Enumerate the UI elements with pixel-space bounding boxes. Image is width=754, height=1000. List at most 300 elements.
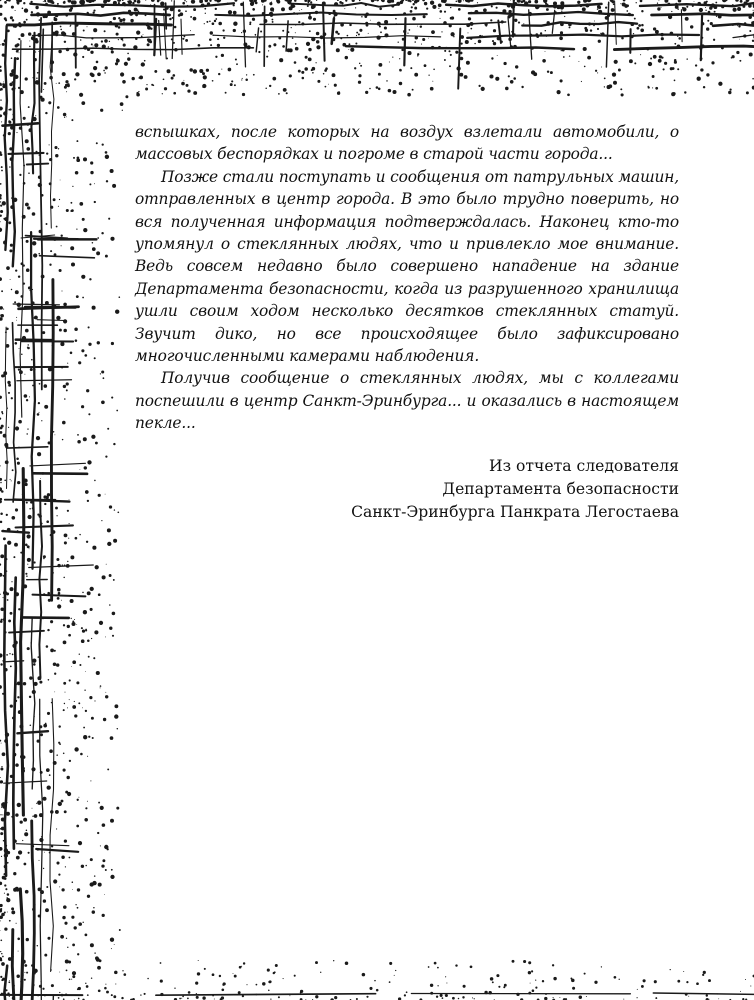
paragraph-2: Позже стали поступать и сообщения от патрульных машин, отправленных в центр города. В это было трудно поверить, но вся полученная информация подтверждалась. Наконец кто-то упомянул о стеклянных людях, что и привлекло мое внимание. Ведь совсем недавно было совершено нападение на здание Департамента безопасности, когда из разрушенного хранилища ушли своим ходом несколько десятков стеклянных статуй. Звучит дико, но все происходящее было зафиксировано многочисленными камерами наблюдения. [135,167,679,366]
ink-speck [452,997,455,1000]
ink-speck [348,43,350,45]
left-border-texture [0,0,140,1000]
ink-speck [587,0,591,2]
ink-speck [623,999,624,1000]
ink-speck [604,78,606,80]
ink-speck [674,59,677,62]
ink-speck [289,74,292,77]
ink-speck [11,516,15,520]
ink-speck [110,736,114,740]
ink-speck [678,0,682,2]
ink-stroke [9,153,44,154]
ink-speck [299,10,300,11]
ink-speck [27,534,31,538]
ink-stroke [467,35,699,38]
ink-speck [17,303,21,307]
ink-speck [140,994,141,995]
ink-speck [445,976,446,977]
ink-speck [94,183,95,184]
ink-speck [36,803,37,804]
ink-speck [749,53,753,57]
ink-speck [91,717,94,720]
ink-speck [27,428,28,429]
ink-stroke [22,617,68,618]
ink-speck [20,820,23,823]
ink-speck [95,442,98,445]
ink-speck [57,106,60,109]
ink-speck [160,2,164,6]
ink-speck [29,40,30,41]
ink-speck [16,317,17,318]
ink-speck [619,979,620,980]
ink-speck [111,869,113,871]
ink-speck [295,43,297,45]
ink-speck [54,434,55,435]
ink-stroke [20,889,23,1000]
ink-speck [105,455,107,457]
ink-speck [82,218,85,221]
ink-speck [209,21,211,23]
ink-speck [49,749,53,753]
ink-speck [71,262,75,266]
ink-speck [97,832,99,834]
ink-speck [338,91,340,93]
ink-speck [87,801,88,802]
ink-speck [256,984,258,986]
ink-speck [122,110,123,111]
ink-speck [97,959,99,961]
ink-stroke [156,994,376,996]
ink-speck [8,384,11,387]
ink-speck [652,75,655,78]
ink-speck [670,969,671,970]
ink-speck [74,619,75,620]
ink-speck [136,30,140,34]
ink-speck [66,116,67,117]
ink-speck [337,33,339,35]
ink-speck [360,65,362,67]
ink-stroke [3,123,39,125]
ink-speck [101,370,104,373]
ink-speck [492,981,494,983]
ink-speck [535,980,536,981]
ink-speck [658,59,662,63]
ink-speck [191,0,195,4]
ink-speck [9,980,10,981]
ink-speck [118,39,119,40]
ink-speck [0,314,3,317]
ink-stroke [286,21,288,51]
ink-speck [523,23,524,24]
ink-speck [18,275,20,277]
ink-speck [63,577,65,579]
ink-speck [104,845,108,849]
ink-speck [13,556,15,558]
ink-speck [5,989,7,991]
ink-speck [382,0,385,2]
ink-speck [102,143,104,145]
ink-speck [64,41,66,43]
ink-speck [68,634,71,637]
ink-speck [705,10,706,11]
ink-speck [287,48,291,52]
ink-speck [594,981,597,984]
ink-speck [59,992,60,993]
ink-speck [467,0,471,3]
ink-speck [268,990,270,992]
ink-speck [0,620,3,623]
ink-speck [26,830,28,832]
ink-speck [462,996,464,998]
ink-speck [94,700,95,701]
ink-speck [106,180,108,182]
ink-speck [43,899,46,902]
ink-speck [28,852,30,854]
ink-speck [553,977,556,980]
ink-speck [283,978,284,979]
ink-speck [212,80,214,82]
ink-speck [182,2,185,5]
ink-speck [110,169,114,173]
ink-speck [437,985,438,986]
ink-speck [36,77,37,78]
ink-speck [253,74,255,76]
ink-speck [333,960,334,961]
ink-speck [5,993,6,994]
ink-speck [221,988,224,991]
ink-speck [12,469,14,471]
ink-speck [66,209,69,212]
ink-speck [71,0,75,4]
ink-speck [68,538,69,539]
ink-speck [586,996,587,997]
ink-speck [74,78,76,80]
ink-speck [32,241,36,245]
ink-speck [45,908,49,912]
ink-speck [532,989,535,992]
ink-speck [446,983,447,984]
ink-speck [64,810,67,813]
ink-speck [67,363,68,364]
ink-speck [58,997,60,999]
ink-speck [204,23,205,24]
ink-speck [215,8,217,10]
ink-speck [44,384,48,388]
ink-speck [305,56,308,59]
ink-speck [100,687,101,688]
ink-speck [56,861,59,864]
ink-speck [61,855,64,858]
ink-speck [204,968,206,970]
ink-speck [89,696,92,699]
ink-speck [0,69,2,72]
ink-speck [16,57,19,60]
ink-speck [83,735,87,739]
ink-speck [64,839,67,842]
ink-speck [269,980,272,983]
ink-speck [171,0,172,1]
ink-speck [39,985,42,988]
ink-speck [163,9,165,11]
ink-speck [242,78,243,79]
ink-stroke [522,22,637,26]
ink-speck [145,0,146,1]
ink-speck [43,89,44,90]
ink-speck [72,944,75,947]
ink-speck [77,953,79,955]
ink-speck [337,0,339,1]
ink-speck [55,810,59,814]
ink-speck [120,102,124,106]
ink-speck [8,981,10,983]
ink-speck [745,979,746,980]
ink-speck [86,985,89,988]
ink-speck [16,132,17,133]
ink-speck [106,564,107,565]
ink-speck [48,679,50,681]
ink-speck [11,57,13,59]
ink-speck [513,77,516,80]
ink-speck [301,9,302,10]
ink-speck [6,897,8,899]
ink-speck [2,814,3,815]
ink-speck [407,33,408,34]
ink-speck [16,320,17,321]
ink-speck [28,106,30,108]
ink-speck [65,80,68,83]
ink-speck [33,663,36,666]
ink-speck [597,72,598,73]
ink-speck [260,30,262,32]
ink-speck [25,329,29,333]
ink-speck [366,996,368,998]
ink-speck [50,649,54,653]
report-attribution [259,455,679,524]
ink-speck [40,981,41,982]
ink-speck [1,979,3,981]
ink-speck [8,221,11,224]
ink-speck [6,266,10,270]
ink-speck [512,960,515,963]
ink-speck [25,139,29,143]
ink-speck [376,989,379,992]
ink-speck [438,8,439,9]
ink-speck [74,714,77,717]
ink-speck [11,581,12,582]
ink-speck [102,859,105,862]
ink-speck [601,966,602,967]
ink-speck [595,70,597,72]
ink-speck [697,77,701,81]
ink-speck [80,753,83,756]
ink-speck [66,969,68,971]
ink-speck [491,5,493,7]
ink-speck [614,60,618,64]
ink-speck [422,38,425,41]
ink-speck [6,898,10,902]
ink-speck [334,996,337,999]
ink-speck [105,695,108,698]
ink-speck [193,69,197,73]
ink-speck [474,998,475,999]
ink-speck [234,0,237,2]
ink-speck [3,81,4,82]
ink-speck [601,67,602,68]
ink-speck [268,45,271,48]
ink-stroke [256,28,258,52]
ink-speck [6,654,8,656]
ink-speck [67,792,71,796]
ink-speck [64,534,68,538]
ink-speck [339,1,342,4]
ink-speck [706,73,709,76]
ink-speck [398,42,399,43]
ink-speck [13,87,15,89]
ink-speck [17,803,21,807]
ink-speck [202,996,205,999]
ink-speck [540,32,542,34]
ink-speck [567,93,570,96]
ink-speck [21,33,25,37]
ink-speck [56,83,57,84]
ink-speck [47,629,49,631]
ink-speck [50,0,54,4]
ink-speck [61,800,64,803]
ink-speck [62,421,66,425]
ink-speck [43,724,47,728]
ink-speck [162,93,163,94]
ink-speck [8,0,11,2]
ink-speck [564,16,565,17]
ink-speck [203,75,207,79]
ink-speck [474,43,475,44]
ink-speck [8,120,10,122]
ink-speck [640,0,643,2]
ink-speck [453,36,454,37]
ink-speck [379,25,381,27]
ink-speck [190,16,192,18]
ink-speck [123,21,124,22]
ink-speck [30,724,32,726]
ink-speck [103,70,105,72]
ink-speck [90,858,93,861]
ink-stroke [29,565,93,568]
ink-speck [72,622,76,626]
ink-speck [187,998,189,1000]
ink-speck [579,996,582,999]
ink-speck [428,38,429,39]
ink-speck [27,564,28,565]
ink-speck [104,72,105,73]
ink-speck [81,349,84,352]
ink-speck [60,26,62,28]
ink-speck [83,727,85,729]
ink-speck [0,418,1,420]
ink-speck [4,83,6,85]
ink-stroke [21,469,24,815]
ink-speck [56,663,59,666]
ink-speck [185,39,188,42]
ink-speck [737,25,738,26]
ink-speck [7,541,11,545]
ink-speck [120,72,124,76]
ink-speck [245,79,248,82]
ink-speck [32,808,33,809]
ink-speck [233,973,234,974]
ink-speck [295,47,299,51]
ink-speck [98,802,100,804]
ink-speck [111,948,112,949]
ink-speck [1,490,4,493]
ink-speck [107,768,109,770]
ink-speck [433,68,435,70]
ink-speck [378,73,381,76]
ink-speck [105,151,108,154]
ink-speck [22,840,23,841]
ink-speck [275,964,278,967]
ink-speck [497,55,498,56]
ink-speck [663,68,665,70]
ink-speck [66,389,68,391]
ink-speck [186,1,187,2]
ink-speck [584,66,586,68]
ink-speck [0,215,2,217]
ink-speck [412,89,414,91]
ink-speck [388,89,392,93]
ink-speck [124,62,128,66]
ink-speck [682,7,684,9]
ink-stroke [33,473,87,474]
ink-speck [189,68,192,71]
ink-speck [51,984,54,987]
ink-speck [35,40,39,44]
ink-speck [496,7,498,9]
ink-speck [732,55,735,58]
ink-speck [2,43,5,46]
ink-speck [739,39,740,40]
ink-speck [59,199,60,200]
ink-speck [151,0,155,2]
ink-speck [76,140,78,142]
ink-speck [424,64,427,67]
ink-speck [193,17,197,21]
ink-stroke [2,531,29,533]
ink-speck [15,290,19,294]
ink-speck [15,813,18,816]
ink-speck [10,612,13,615]
ink-speck [432,5,436,9]
ink-speck [411,6,413,8]
ink-speck [623,0,626,1]
ink-speck [88,326,90,328]
ink-speck [718,82,722,86]
ink-speck [481,87,485,91]
ink-speck [677,980,680,983]
ink-speck [370,20,371,21]
ink-speck [18,951,19,952]
ink-speck [316,45,320,49]
ink-speck [620,88,622,90]
ink-speck [110,237,114,241]
ink-speck [729,88,731,90]
ink-stroke [701,14,702,60]
ink-speck [93,66,97,70]
ink-speck [77,799,79,801]
ink-speck [198,44,201,47]
ink-speck [149,41,152,44]
ink-speck [94,201,96,203]
ink-stroke [4,781,47,783]
